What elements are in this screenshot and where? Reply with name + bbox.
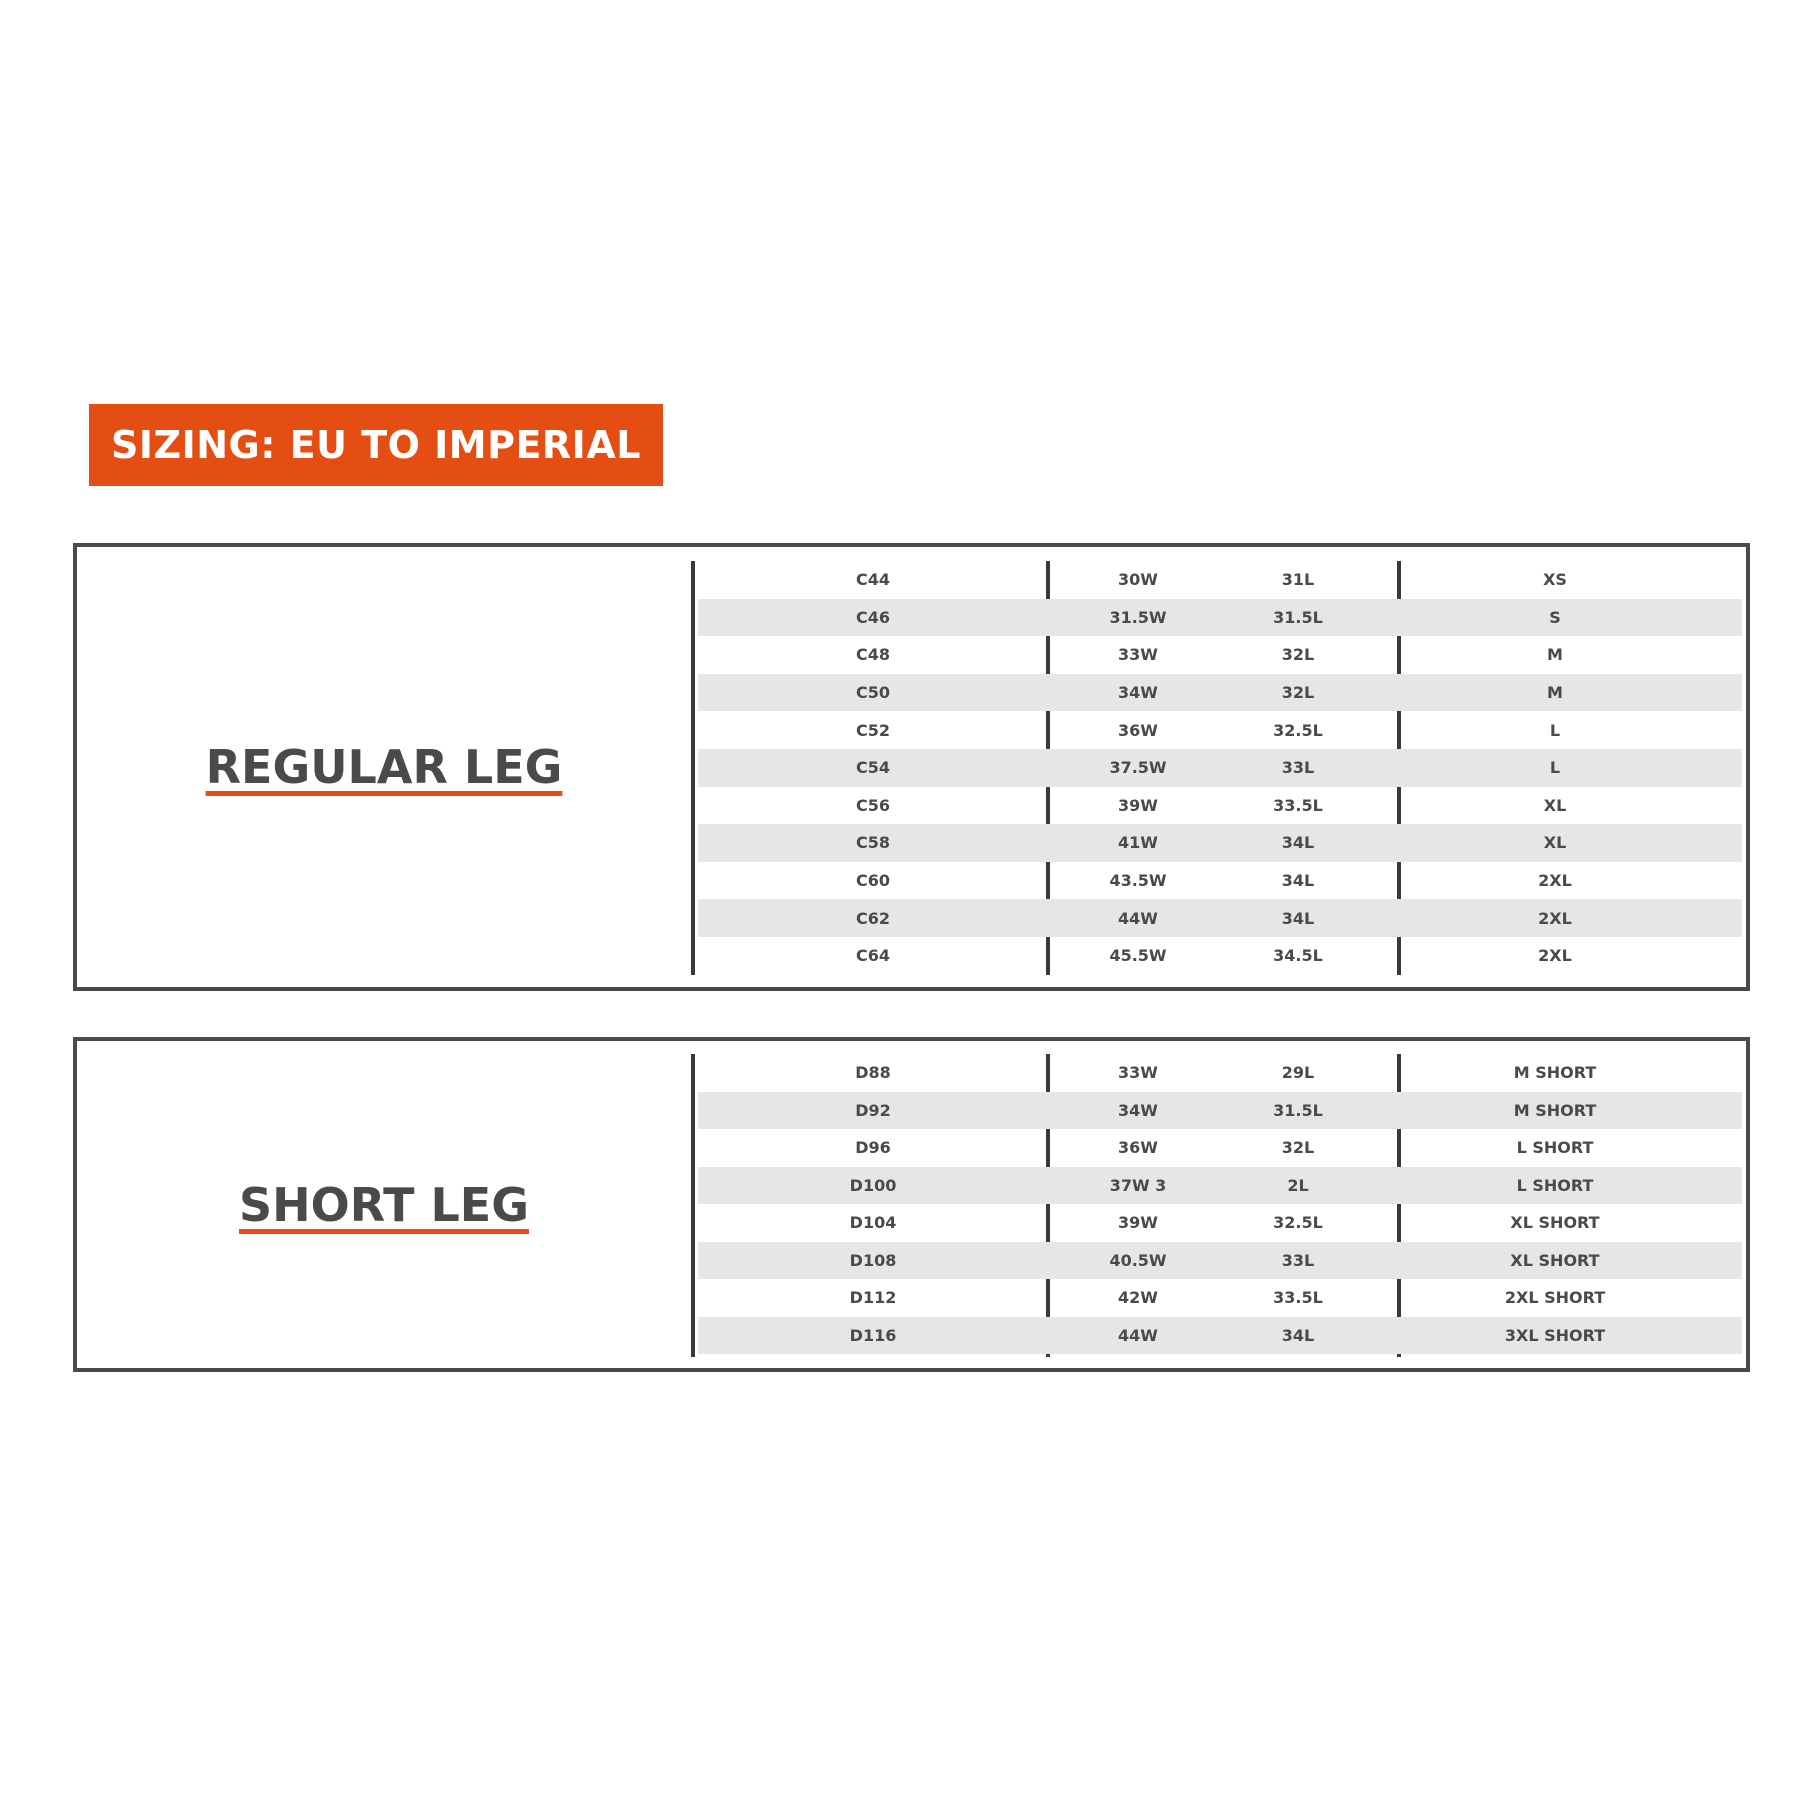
length-cell: 34.5L <box>1273 946 1323 966</box>
table-row <box>698 749 1742 787</box>
size-cell: XS <box>1543 570 1567 590</box>
size-cell: 3XL SHORT <box>1504 1325 1606 1345</box>
size-cell: XL SHORT <box>1510 1213 1600 1233</box>
regular-leg-table <box>73 543 1750 991</box>
table-row <box>698 599 1742 637</box>
table-row <box>698 1279 1742 1317</box>
eu-size-cell: D112 <box>849 1288 897 1308</box>
waist-cell: 44W <box>1118 1325 1158 1345</box>
eu-size-cell: C62 <box>855 908 890 928</box>
size-cell: M <box>1547 645 1563 665</box>
waist-cell: 36W <box>1118 720 1158 740</box>
regular-leg-rows <box>698 561 1742 975</box>
eu-size-cell: C52 <box>855 720 890 740</box>
eu-size-cell: C58 <box>855 833 890 853</box>
table-row <box>698 561 1742 599</box>
length-cell: 34L <box>1281 908 1315 928</box>
size-cell: L <box>1549 758 1561 778</box>
table-row <box>698 899 1742 937</box>
eu-size-cell: D92 <box>855 1100 891 1120</box>
length-cell: 31.5L <box>1273 1100 1323 1120</box>
short-leg-table <box>73 1037 1750 1372</box>
waist-cell: 33W <box>1118 1063 1158 1083</box>
eu-size-cell: C46 <box>855 607 890 627</box>
size-cell: 2XL SHORT <box>1504 1288 1606 1308</box>
eu-size-cell: C48 <box>855 645 890 665</box>
length-cell: 33.5L <box>1273 795 1323 815</box>
waist-cell: 31.5W <box>1109 607 1167 627</box>
length-cell: 31.5L <box>1273 607 1323 627</box>
size-cell: L <box>1549 720 1561 740</box>
size-cell: XL SHORT <box>1510 1250 1600 1270</box>
size-cell: L SHORT <box>1516 1138 1594 1158</box>
table-row <box>698 787 1742 825</box>
regular-leg-label: REGULAR LEG <box>205 740 563 794</box>
eu-size-cell: D100 <box>849 1175 897 1195</box>
size-cell: XL <box>1543 795 1567 815</box>
eu-size-cell: D104 <box>849 1213 897 1233</box>
waist-cell: 30W <box>1118 570 1158 590</box>
table-row <box>698 1317 1742 1355</box>
eu-size-cell: D116 <box>849 1325 897 1345</box>
length-cell: 2L <box>1287 1175 1309 1195</box>
column-divider <box>691 1054 695 1357</box>
length-cell: 32.5L <box>1273 1213 1323 1233</box>
short-leg-label-cell <box>77 1041 691 1368</box>
size-cell: S <box>1549 607 1561 627</box>
length-cell: 34L <box>1281 871 1315 891</box>
length-cell: 34L <box>1281 833 1315 853</box>
length-cell: 34L <box>1281 1325 1315 1345</box>
size-cell: M <box>1547 683 1563 703</box>
table-row <box>698 1092 1742 1130</box>
size-cell: 2XL <box>1538 908 1572 928</box>
waist-cell: 40.5W <box>1109 1250 1167 1270</box>
waist-cell: 42W <box>1118 1288 1158 1308</box>
size-cell: M SHORT <box>1513 1063 1597 1083</box>
waist-cell: 44W <box>1118 908 1158 928</box>
table-row <box>698 1167 1742 1205</box>
column-divider <box>691 561 695 975</box>
eu-size-cell: C54 <box>855 758 890 778</box>
eu-size-cell: C64 <box>855 946 890 966</box>
table-row <box>698 1204 1742 1242</box>
table-row <box>698 711 1742 749</box>
eu-size-cell: C44 <box>855 570 890 590</box>
size-cell: L SHORT <box>1516 1175 1594 1195</box>
waist-cell: 36W <box>1118 1138 1158 1158</box>
waist-cell: 41W <box>1118 833 1158 853</box>
table-row <box>698 636 1742 674</box>
eu-size-cell: C56 <box>855 795 890 815</box>
length-cell: 32L <box>1281 645 1315 665</box>
length-cell: 33L <box>1281 758 1315 778</box>
size-cell: M SHORT <box>1513 1100 1597 1120</box>
waist-cell: 33W <box>1118 645 1158 665</box>
eu-size-cell: D108 <box>849 1250 897 1270</box>
title-banner <box>89 404 663 486</box>
table-row <box>698 937 1742 975</box>
waist-cell: 37W 3 <box>1109 1175 1167 1195</box>
length-cell: 32.5L <box>1273 720 1323 740</box>
waist-cell: 34W <box>1118 683 1158 703</box>
waist-cell: 39W <box>1118 795 1158 815</box>
table-row <box>698 1129 1742 1167</box>
eu-size-cell: D88 <box>855 1063 891 1083</box>
table-row <box>698 674 1742 712</box>
length-cell: 31L <box>1281 570 1315 590</box>
eu-size-cell: D96 <box>855 1138 891 1158</box>
eu-size-cell: C50 <box>855 683 890 703</box>
waist-cell: 34W <box>1118 1100 1158 1120</box>
size-cell: 2XL <box>1538 946 1572 966</box>
table-row <box>698 1054 1742 1092</box>
length-cell: 29L <box>1281 1063 1315 1083</box>
short-leg-label: SHORT LEG <box>239 1177 529 1232</box>
length-cell: 32L <box>1281 1138 1315 1158</box>
table-row <box>698 824 1742 862</box>
waist-cell: 39W <box>1118 1213 1158 1233</box>
page-title: SIZING: EU TO IMPERIAL <box>111 423 641 467</box>
table-row <box>698 862 1742 900</box>
length-cell: 32L <box>1281 683 1315 703</box>
waist-cell: 43.5W <box>1109 871 1167 891</box>
length-cell: 33L <box>1281 1250 1315 1270</box>
eu-size-cell: C60 <box>855 871 890 891</box>
regular-leg-label-cell <box>77 547 691 987</box>
size-cell: XL <box>1543 833 1567 853</box>
waist-cell: 45.5W <box>1109 946 1167 966</box>
waist-cell: 37.5W <box>1109 758 1167 778</box>
short-leg-rows <box>698 1054 1742 1354</box>
table-row <box>698 1242 1742 1280</box>
length-cell: 33.5L <box>1273 1288 1323 1308</box>
size-cell: 2XL <box>1538 871 1572 891</box>
